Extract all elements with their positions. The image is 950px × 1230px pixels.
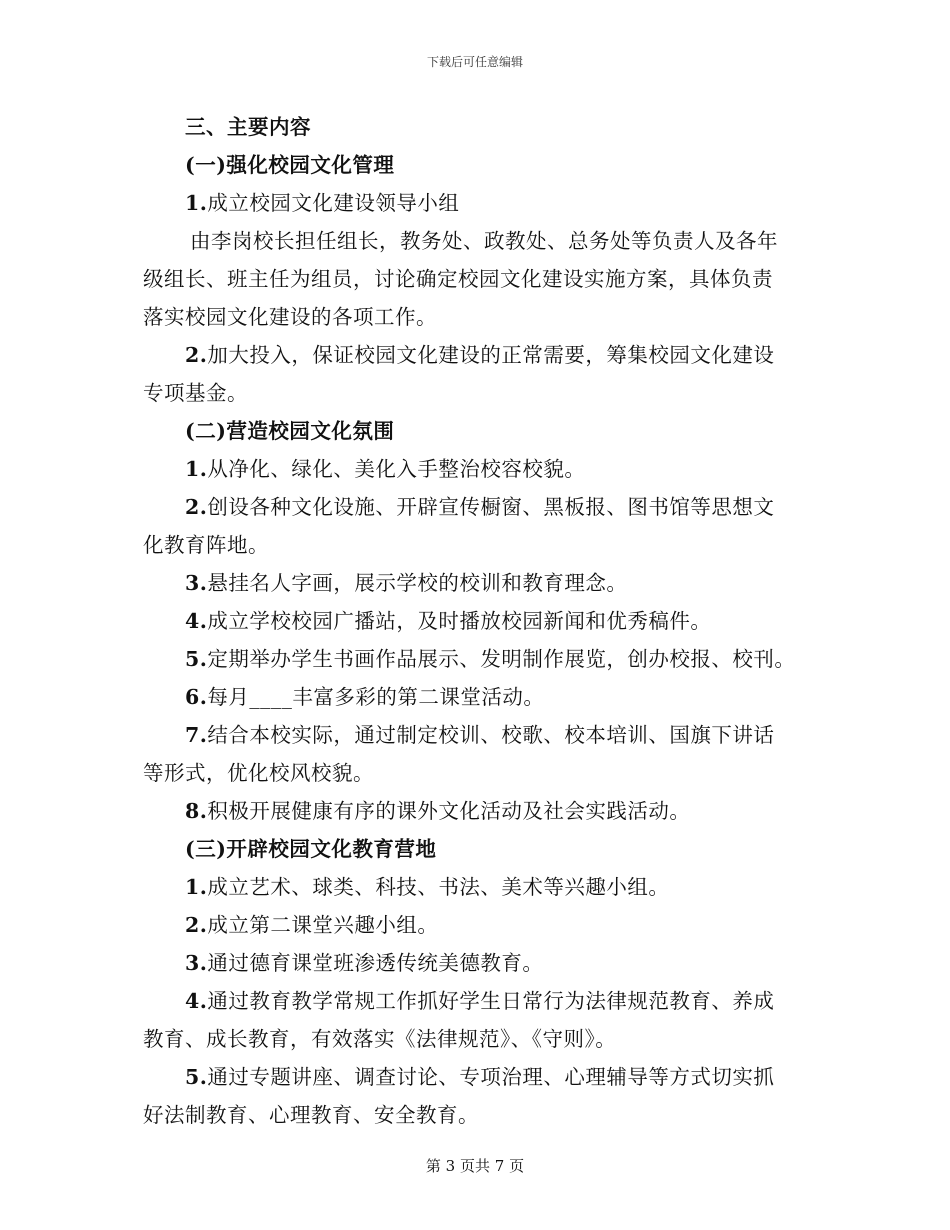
paragraph-line: 由李岗校长担任组长，教务处、政教处、总务处等负责人及各年 (190, 229, 778, 253)
list-item (143, 792, 813, 830)
list-item (143, 982, 813, 1020)
list-item (143, 1058, 813, 1096)
list-item-text: 创设各种文化设施、开辟宣传橱窗、黑板报、图书馆等思想文 (207, 495, 775, 519)
list-item-text: 积极开展健康有序的课外文化活动及社会实践活动。 (207, 799, 691, 823)
list-item-text: 通过教育教学常规工作抓好学生日常行为法律规范教育、养成 (207, 989, 775, 1013)
list-item-text: 悬挂名人字画，展示学校的校训和教育理念。 (207, 571, 628, 595)
list-item-text: 加大投入，保证校园文化建设的正常需要，筹集校园文化建设 (207, 343, 775, 367)
list-item-number: 1. (185, 875, 208, 899)
section-heading: 三、主要内容 (185, 115, 311, 139)
list-item (143, 868, 813, 906)
list-item-number: 5. (185, 647, 208, 671)
paragraph-continuation: 化教育阵地。 (143, 533, 269, 557)
page-footer-number: 第 3 页共 7 页 (425, 1157, 525, 1175)
list-item-number: 4. (185, 609, 208, 633)
list-item-number: 2. (185, 343, 208, 367)
list-item-text: 通过专题讲座、调查讨论、专项治理、心理辅导等方式切实抓 (207, 1065, 775, 1089)
list-item-text: 成立第二课堂兴趣小组。 (207, 913, 439, 937)
page-header-note: 下载后可任意编辑 (426, 55, 523, 69)
paragraph-continuation: 好法制教育、心理教育、安全教育。 (143, 1103, 479, 1127)
list-item (143, 678, 813, 716)
list-item (143, 716, 813, 754)
list-item (143, 564, 813, 602)
document-body (143, 108, 813, 1134)
paragraph-continuation: 级组长、班主任为组员，讨论确定校园文化建设实施方案，具体负责 (143, 267, 773, 291)
list-item-number: 2. (185, 913, 208, 937)
list-item-number: 8. (185, 799, 208, 823)
list-item-number: 3. (185, 571, 208, 595)
list-item-text: 从净化、绿化、美化入手整治校容校貌。 (207, 457, 586, 481)
list-item-text: 成立艺术、球类、科技、书法、美术等兴趣小组。 (207, 875, 670, 899)
list-item (143, 184, 813, 222)
paragraph-continuation: 专项基金。 (143, 381, 248, 405)
list-item (143, 450, 813, 488)
list-item-number: 5. (185, 1065, 208, 1089)
paragraph-continuation: 等形式，优化校风校貌。 (143, 761, 374, 785)
list-item-text: 结合本校实际，通过制定校训、校歌、校本培训、国旗下讲话 (207, 723, 775, 747)
list-item (143, 602, 813, 640)
section-heading: (二)营造校园文化氛围 (185, 419, 395, 443)
list-item (143, 640, 813, 678)
paragraph-continuation: 教育、成长教育，有效落实《法律规范》、《守则》。 (143, 1027, 617, 1051)
paragraph-continuation: 落实校园文化建设的各项工作。 (143, 305, 437, 329)
section-heading: (三)开辟校园文化教育营地 (185, 837, 437, 861)
list-item-number: 7. (185, 723, 208, 747)
list-item-number: 4. (185, 989, 208, 1013)
list-item-number: 2. (185, 495, 208, 519)
list-item-number: 3. (185, 951, 208, 975)
list-item (143, 944, 813, 982)
list-item (143, 336, 813, 374)
list-item-number: 6. (185, 685, 208, 709)
list-item (143, 906, 813, 944)
list-item-number: 1. (185, 457, 208, 481)
list-item-number: 1. (185, 191, 208, 215)
list-item-text: 成立校园文化建设领导小组 (207, 191, 460, 215)
section-heading: (一)强化校园文化管理 (185, 153, 395, 177)
list-item-text: 每月____丰富多彩的第二课堂活动。 (207, 685, 545, 709)
list-item-text: 成立学校校园广播站，及时播放校园新闻和优秀稿件。 (207, 609, 712, 633)
list-item (143, 488, 813, 526)
list-item-text: 通过德育课堂班渗透传统美德教育。 (207, 951, 544, 975)
list-item-text: 定期举办学生书画作品展示、发明制作展览，创办校报、校刊。 (207, 647, 796, 671)
